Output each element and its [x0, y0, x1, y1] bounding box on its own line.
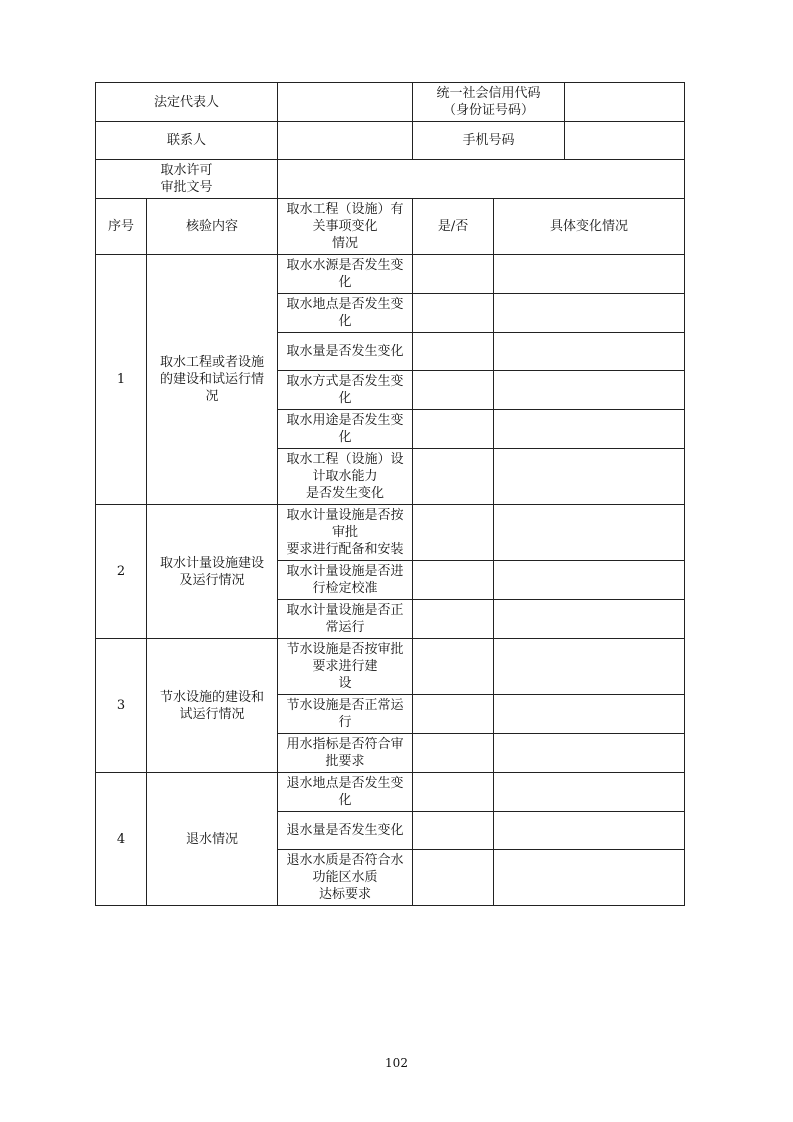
- permit-row: [96, 160, 685, 199]
- contact-row: [96, 122, 685, 160]
- group-content-line: 试运行情况: [179, 706, 245, 722]
- legal-representative-label: 法定代表人: [96, 83, 278, 122]
- yes-no-cell[interactable]: [413, 812, 494, 850]
- check-item-line: 取水工程（设施）设计取水能力: [286, 452, 404, 484]
- check-item-line: 退水量是否发生变化: [286, 823, 404, 838]
- change-detail-cell[interactable]: [494, 812, 685, 850]
- check-item-line: 取水计量设施是否正常运行: [286, 603, 404, 635]
- legal-representative-value[interactable]: [278, 83, 413, 122]
- check-row: [96, 255, 685, 294]
- content-header: 核验内容: [147, 199, 278, 255]
- group-seq-cell: 1: [96, 255, 147, 505]
- check-item-cell: [278, 561, 413, 600]
- check-item-cell: [278, 600, 413, 639]
- verification-form-table: [95, 82, 685, 906]
- change-detail-cell[interactable]: [494, 600, 685, 639]
- credit-code-label: [413, 83, 565, 122]
- check-row: [96, 773, 685, 812]
- group-content-line: 况: [205, 389, 219, 404]
- group-content-line: 退水情况: [186, 831, 239, 847]
- item-header-line2: 情况: [332, 236, 359, 251]
- group-content-line: 取水工程或者设施: [160, 355, 265, 370]
- change-detail-cell[interactable]: [494, 850, 685, 906]
- check-item-cell: [278, 371, 413, 410]
- yes-no-cell[interactable]: [413, 333, 494, 371]
- permit-value[interactable]: [278, 160, 685, 199]
- group-content-line: 的建设和试运行情: [160, 372, 265, 387]
- yes-no-cell[interactable]: [413, 294, 494, 333]
- check-item-cell: [278, 449, 413, 505]
- yes-no-cell[interactable]: [413, 505, 494, 561]
- group-content-line: 节水设施的建设和: [160, 689, 265, 705]
- yesno-header: 是/否: [413, 199, 494, 255]
- group-content-line: 取水计量设施建设: [160, 555, 265, 571]
- change-detail-cell[interactable]: [494, 449, 685, 505]
- change-detail-cell[interactable]: [494, 371, 685, 410]
- credit-code-label-line2: （身份证号码）: [443, 103, 535, 118]
- group-seq-cell: 4: [96, 773, 147, 906]
- yes-no-cell[interactable]: [413, 255, 494, 294]
- change-detail-cell[interactable]: [494, 639, 685, 695]
- change-detail-cell[interactable]: [494, 695, 685, 734]
- check-item-line: 取水地点是否发生变化: [286, 297, 404, 329]
- check-item-line: 节水设施是否按审批要求进行建: [286, 642, 404, 674]
- check-row: [96, 505, 685, 561]
- group-seq-cell: 2: [96, 505, 147, 639]
- item-header: [278, 199, 413, 255]
- group-seq-cell: 3: [96, 639, 147, 773]
- mobile-value[interactable]: [565, 122, 685, 160]
- change-detail-cell[interactable]: [494, 294, 685, 333]
- change-detail-cell[interactable]: [494, 410, 685, 449]
- check-item-line: 取水计量设施是否进行检定校准: [286, 564, 404, 596]
- check-item-cell: [278, 812, 413, 850]
- check-item-cell: [278, 505, 413, 561]
- group-content-cell: [147, 773, 278, 906]
- check-item-cell: [278, 734, 413, 773]
- legal-representative-row: [96, 83, 685, 122]
- change-detail-cell[interactable]: [494, 734, 685, 773]
- permit-label: [96, 160, 278, 199]
- group-content-cell: [147, 505, 278, 639]
- yes-no-cell[interactable]: [413, 600, 494, 639]
- page-number: 102: [385, 1056, 408, 1070]
- check-item-line: 退水地点是否发生变化: [286, 776, 404, 808]
- check-row: [96, 639, 685, 695]
- check-item-cell: [278, 410, 413, 449]
- group-content-cell: [147, 255, 278, 505]
- credit-code-label-line1: 统一社会信用代码: [436, 86, 541, 101]
- check-item-line: 取水量是否发生变化: [286, 344, 404, 359]
- detail-header: 具体变化情况: [494, 199, 685, 255]
- yes-no-cell[interactable]: [413, 773, 494, 812]
- check-item-line: 是否发生变化: [306, 486, 385, 501]
- yes-no-cell[interactable]: [413, 734, 494, 773]
- check-item-line: 取水计量设施是否按审批: [286, 508, 404, 540]
- yes-no-cell[interactable]: [413, 371, 494, 410]
- check-item-cell: [278, 294, 413, 333]
- check-item-line: 达标要求: [319, 887, 372, 902]
- check-item-line: 要求进行配备和安装: [286, 542, 404, 557]
- check-item-line: 取水方式是否发生变化: [286, 374, 404, 406]
- group-content-line: 及运行情况: [179, 572, 245, 588]
- check-item-cell: [278, 639, 413, 695]
- change-detail-cell[interactable]: [494, 505, 685, 561]
- change-detail-cell[interactable]: [494, 773, 685, 812]
- check-item-cell: [278, 255, 413, 294]
- check-item-cell: [278, 695, 413, 734]
- change-detail-cell[interactable]: [494, 333, 685, 371]
- check-item-line: 节水设施是否正常运行: [286, 698, 404, 730]
- check-item-cell: [278, 850, 413, 906]
- yes-no-cell[interactable]: [413, 695, 494, 734]
- check-item-cell: [278, 333, 413, 371]
- seq-header: 序号: [96, 199, 147, 255]
- yes-no-cell[interactable]: [413, 410, 494, 449]
- check-item-line: 设: [338, 676, 352, 691]
- yes-no-cell[interactable]: [413, 639, 494, 695]
- permit-label-line1: 取水许可: [160, 163, 213, 178]
- yes-no-cell[interactable]: [413, 850, 494, 906]
- column-header-row: [96, 199, 685, 255]
- check-item-line: 用水指标是否符合审批要求: [286, 737, 404, 769]
- check-item-line: 退水水质是否符合水功能区水质: [286, 853, 404, 885]
- group-content-cell: [147, 639, 278, 773]
- contact-value[interactable]: [278, 122, 413, 160]
- change-detail-cell[interactable]: [494, 561, 685, 600]
- yes-no-cell[interactable]: [413, 561, 494, 600]
- contact-label: 联系人: [96, 122, 278, 160]
- check-item-cell: [278, 773, 413, 812]
- check-item-line: 取水用途是否发生变化: [286, 413, 404, 445]
- credit-code-value[interactable]: [565, 83, 685, 122]
- permit-label-line2: 审批文号: [160, 180, 213, 195]
- yes-no-cell[interactable]: [413, 449, 494, 505]
- check-item-line: 取水水源是否发生变化: [286, 258, 404, 290]
- item-header-line1: 取水工程（设施）有关事项变化: [286, 202, 404, 234]
- mobile-label: 手机号码: [413, 122, 565, 160]
- change-detail-cell[interactable]: [494, 255, 685, 294]
